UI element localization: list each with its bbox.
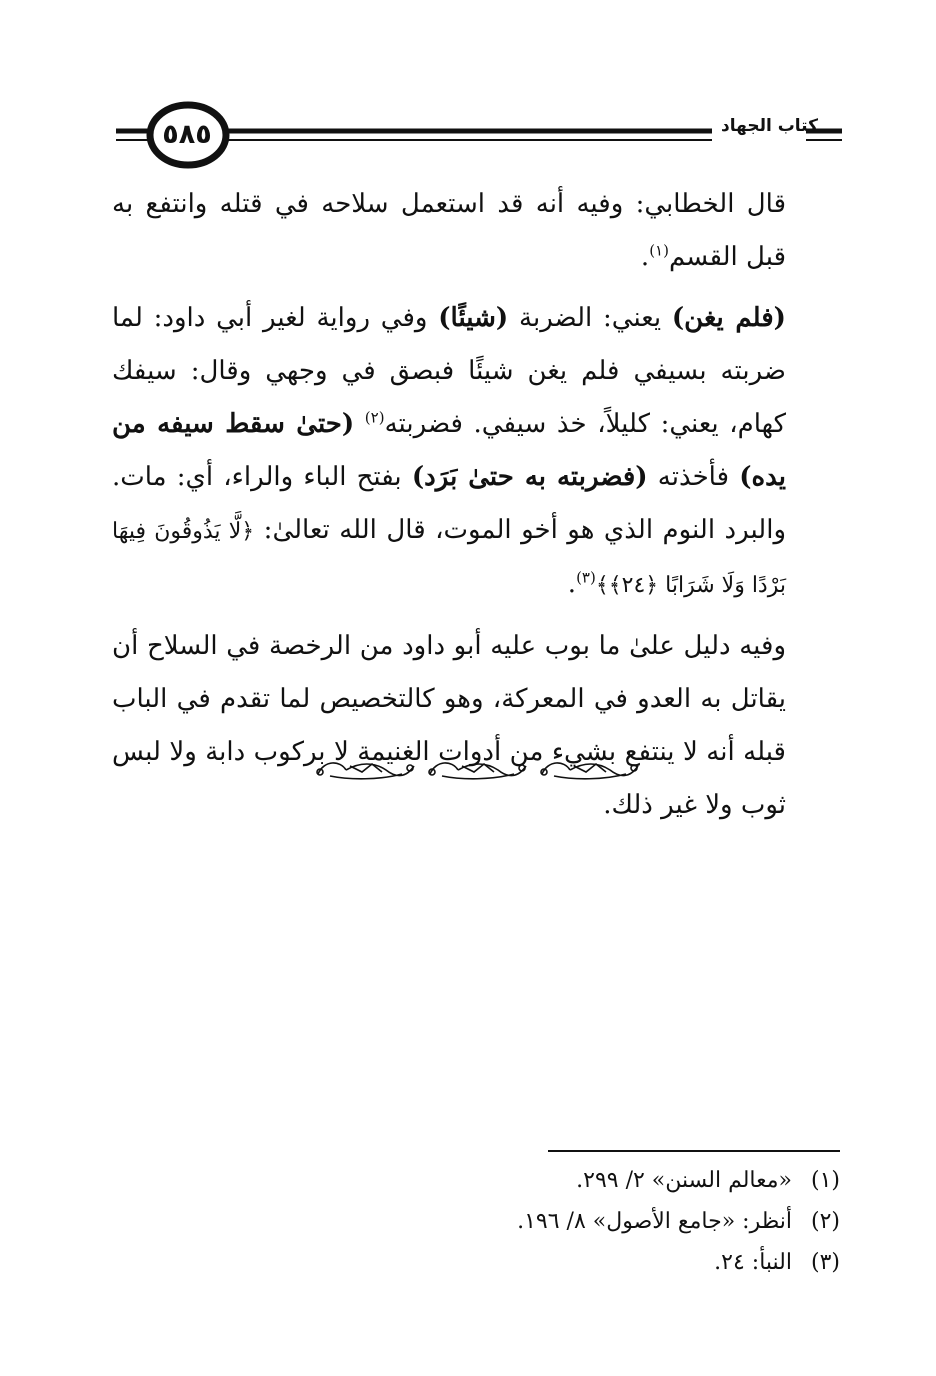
footnote-ref-2: (٢)	[364, 408, 385, 427]
quoted-term: (فضربته به حتىٰ بَرَد)	[411, 462, 648, 492]
footnote-item	[200, 1242, 840, 1283]
footnote-number: (٢)	[810, 1209, 840, 1234]
header-rule-ornament	[0, 0, 936, 200]
footnote-text: النبأ: ٢٤.	[714, 1250, 792, 1275]
footnote-item	[200, 1201, 840, 1242]
quran-verse: ﴿لَّا يَذُوقُونَ فِيهَا بَرْدًا وَلَا شَرَابًا ﴿٢٤﴾﴾	[112, 519, 786, 598]
page-number: ٥٨٥	[162, 119, 212, 150]
paragraph-1: قال الخطابي: وفيه أنه قد استعمل سلاحه في قتله وانتفع به قبل القسم$^{(١)}$.	[112, 189, 786, 272]
paragraph-3: وفيه دليل علىٰ ما بوب عليه أبو داود من الرخصة في السلاح أن يقاتل به العدو في المعركة، وهو كالتخصيص لما تقدم في الباب قبله أنه لا ينتفع بشيء من أدوات الغنيمة لا بركوب دابة ولا لبس ثوب ولا غير ذلك.	[112, 631, 786, 820]
footnote-item	[200, 1160, 840, 1201]
quoted-term: (حتىٰ سقط سيفه من يده)	[112, 409, 786, 492]
paragraph-2: (فلم يغن) يعني: الضربة (شيئًا) وفي رواية لغير أبي داود: لما ضربته بسيفي فلم يغن شيئًا فبصق في وجهي وقال: سيفك كهام، يعني: كليلاً، خذ سيفي. فضربته$^{(٢)}$ (حتىٰ سقط سيفه من يده) فأخذته (فضربته به حتىٰ بَرَد) بفتح الباء والراء، أي: مات. والبرد النوم الذي هو أخو الموت، قال الله تعالىٰ: ﴿لَّا يَذُوقُونَ فِيهَا بَرْدًا وَلَا شَرَابًا ﴿٢٤﴾﴾$^{(٣)}$.	[112, 303, 787, 599]
section-divider-ornament	[310, 752, 640, 788]
footnotes	[200, 1160, 840, 1283]
footnote-text: «معالم السنن» ٢/ ٢٩٩.	[576, 1168, 792, 1193]
footnote-separator	[548, 1150, 840, 1152]
page-header	[0, 0, 936, 200]
quoted-term: (فلم يغن)	[671, 303, 786, 333]
running-title: كتاب الجهاد	[720, 116, 818, 136]
body-text	[112, 178, 838, 840]
footnote-text: أنظر: «جامع الأصول» ٨/ ١٩٦.	[517, 1209, 792, 1234]
footnote-number: (٣)	[810, 1250, 840, 1275]
quoted-term: (شيئًا)	[438, 303, 509, 333]
footnote-ref-1: (١)	[649, 241, 669, 260]
footnote-number: (١)	[810, 1168, 840, 1193]
footnote-ref-3: (٣)	[576, 568, 596, 587]
